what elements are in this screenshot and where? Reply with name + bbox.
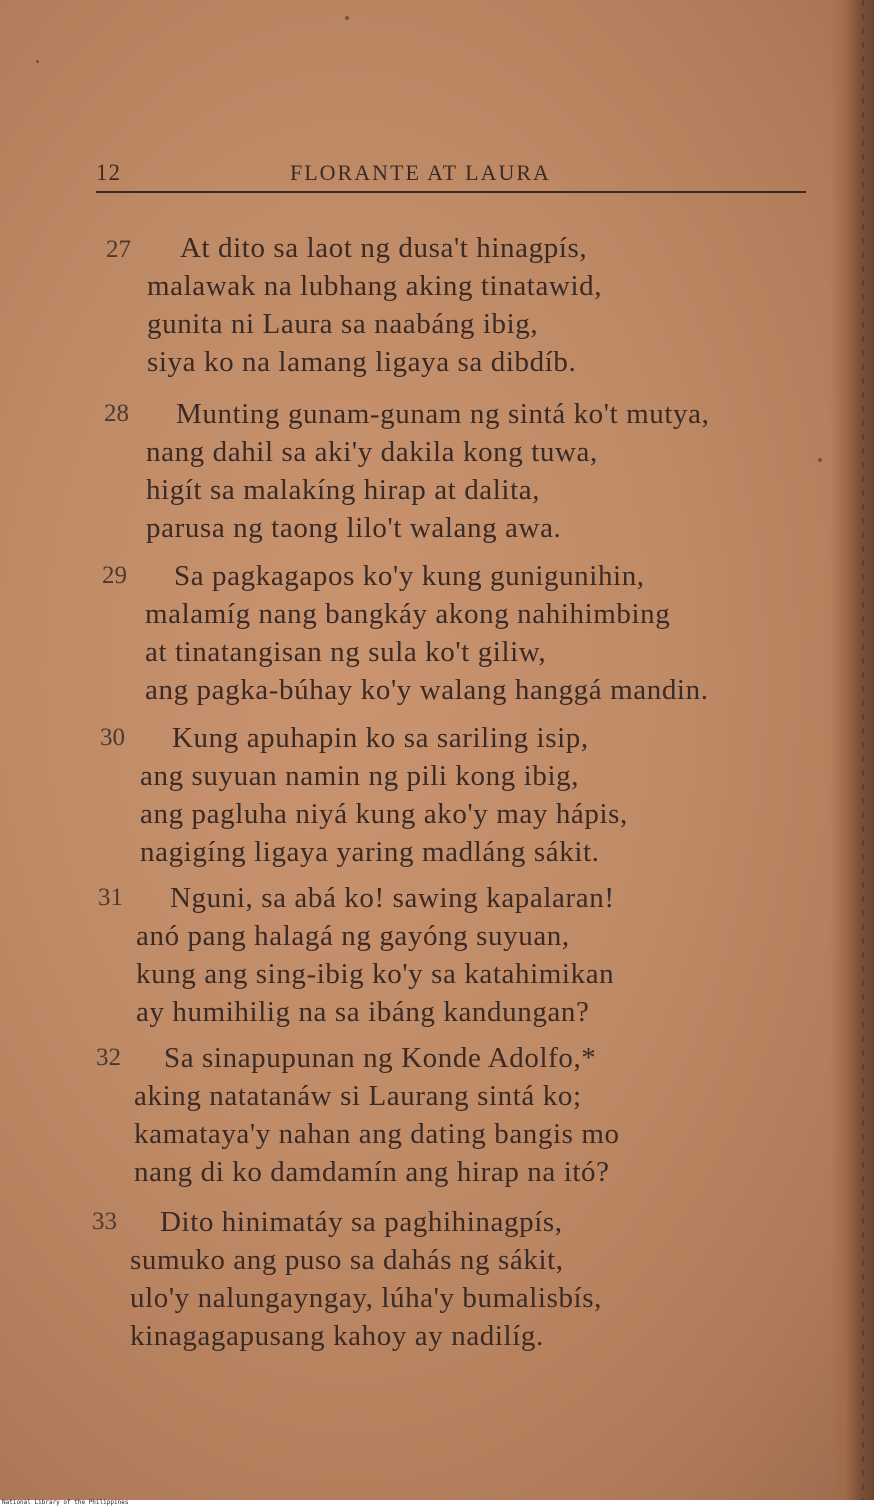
stanza-number: 31: [98, 884, 123, 911]
verse-line: kung ang sing-ibig ko'y sa katahimikan: [136, 958, 615, 990]
verse-line: malawak na lubhang aking tinatawid,: [147, 270, 603, 302]
header-rule: [96, 191, 806, 193]
page-number: 12: [96, 160, 121, 185]
stanza-number: 33: [92, 1208, 117, 1235]
verse-line: At dito sa laot ng dusa't hinagpís,: [180, 232, 588, 264]
verse-line: nang dahil sa aki'y dakila kong tuwa,: [146, 436, 598, 468]
verse-line: ang pagluha niyá kung ako'y may hápis,: [140, 798, 628, 830]
verse-line: Munting gunam-gunam ng sintá ko't mutya,: [176, 398, 710, 430]
verse-line: sumuko ang puso sa dahás ng sákit,: [130, 1244, 564, 1276]
running-header: [96, 152, 806, 192]
stanza-number: 30: [100, 724, 125, 751]
verse-line: Dito hinimatáy sa paghihinagpís,: [160, 1206, 563, 1238]
scan-footer: [0, 1500, 874, 1508]
verse-line: ay humihilig na sa ibáng kandungan?: [136, 996, 590, 1028]
verse-line: nagigíng ligaya yaring madláng sákit.: [140, 836, 600, 868]
ink-speck: [36, 60, 39, 63]
verse-line: Kung apuhapin ko sa sariling isip,: [172, 722, 589, 754]
ink-speck: [818, 458, 822, 462]
stanza-number: 27: [106, 236, 131, 263]
verse-line: Nguni, sa abá ko! sawing kapalaran!: [170, 882, 615, 914]
verse-line: siya ko na lamang ligaya sa dibdíb.: [147, 346, 577, 378]
library-credit: National Library of the Philippines: [2, 1499, 129, 1506]
book-spine-shadow: [830, 0, 874, 1500]
verse-line: kinagagapusang kahoy ay nadilíg.: [130, 1320, 544, 1352]
ink-speck: [345, 16, 349, 20]
verse-line: nang di ko damdamín ang hirap na itó?: [134, 1156, 610, 1188]
verse-line: kamataya'y nahan ang dating bangis mo: [134, 1118, 620, 1150]
verse-line: Sa sinapupunan ng Konde Adolfo,*: [164, 1042, 597, 1074]
verse-line: ang pagka-búhay ko'y walang hanggá mandin.: [145, 674, 709, 706]
verse-line: ulo'y nalungayngay, lúha'y bumalisbís,: [130, 1282, 602, 1314]
verse-line: ang suyuan namin ng pili kong ibig,: [140, 760, 580, 792]
stanza-number: 28: [104, 400, 129, 427]
verse-line: parusa ng taong lilo't walang awa.: [146, 512, 562, 544]
stanza-number: 32: [96, 1044, 121, 1071]
verse-line: malamíg nang bangkáy akong nahihimbing: [145, 598, 671, 630]
stanza-number: 29: [102, 562, 127, 589]
verse-line: gunita ni Laura sa naabáng ibig,: [147, 308, 539, 340]
verse-line: higít sa malakíng hirap at dalita,: [146, 474, 541, 506]
verse-line: Sa pagkagapos ko'y kung gunigunihin,: [174, 560, 645, 592]
running-title: FLORANTE AT LAURA: [290, 160, 551, 185]
verse-line: anó pang halagá ng gayóng suyuan,: [136, 920, 570, 952]
verse-line: at tinatangisan ng sula ko't giliw,: [145, 636, 547, 668]
verse-line: aking natatanáw si Laurang sintá ko;: [134, 1080, 582, 1112]
